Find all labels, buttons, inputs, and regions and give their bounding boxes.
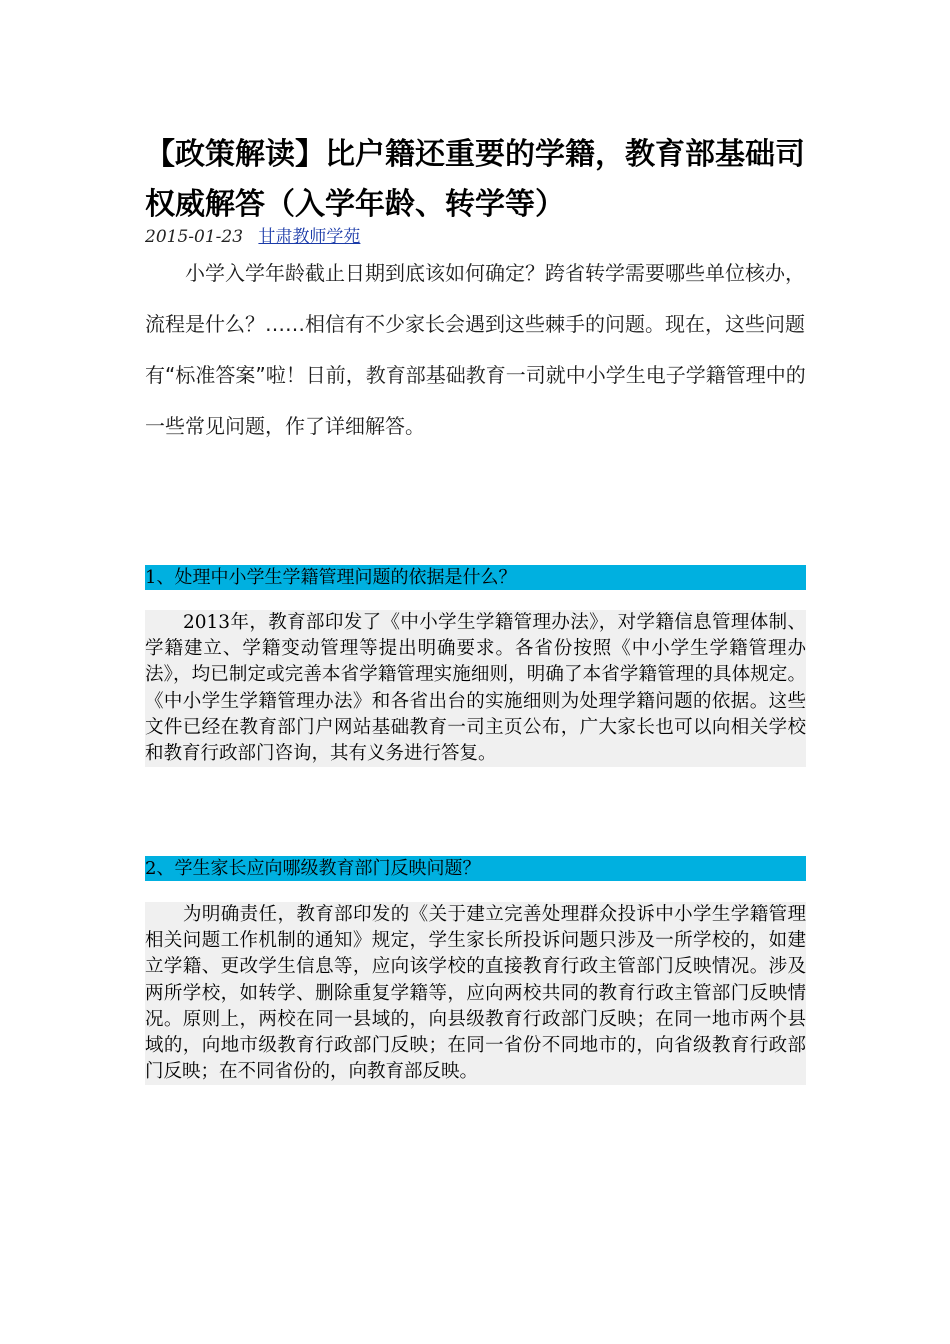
section-1-body: 2013年，教育部印发了《中小学生学籍管理办法》，对学籍信息管理体制、学籍建立、学籍变动管理等提出明确要求。各省份按照《中小学生学籍管理办法》，均已制定或完善本省学籍管理实施细则，明确了本省学籍管理的具体规定。《中小学生学籍管理办法》和各省出台的实施细则为处理学籍问题的依据。这些文件已经在教育部门户网站基础教育一司主页公布，广大家长也可以向相关学校和教育行政部门咨询，其有义务进行答复。 bbox=[145, 610, 806, 767]
section-2-body: 为明确责任，教育部印发的《关于建立完善处理群众投诉中小学生学籍管理相关问题工作机制的通知》规定，学生家长所投诉问题只涉及一所学校的，如建立学籍、更改学生信息等，应向该学校的直接教育行政主管部门反映情况。涉及两所学校，如转学、删除重复学籍等，应向两校共同的教育行政主管部门反映情况。原则上，两校在同一县域的，向县级教育行政部门反映；在同一地市两个县域的，向地市级教育行政部门反映；在同一省份不同地市的，向省级教育行政部门反映；在不同省份的，向教育部反映。 bbox=[145, 902, 806, 1085]
source-link[interactable]: 甘肃教师学苑 bbox=[258, 227, 361, 247]
section-1-heading: 1、处理中小学生学籍管理问题的依据是什么？ bbox=[145, 565, 806, 590]
article-meta bbox=[145, 226, 360, 248]
article-title: 【政策解读】比户籍还重要的学籍，教育部基础司权威解答（入学年龄、转学等） bbox=[145, 137, 805, 222]
intro-paragraph: 小学入学年龄截止日期到底该如何确定？跨省转学需要哪些单位核办，流程是什么？……相信有不少家长会遇到这些棘手的问题。现在，这些问题有“标准答案”啦！日前，教育部基础教育一司就中小学生电子学籍管理中的一些常见问题，作了详细解答。 bbox=[145, 261, 806, 438]
section-2-heading: 2、学生家长应向哪级教育部门反映问题？ bbox=[145, 856, 806, 881]
publish-date: 2015-01-23 bbox=[145, 227, 244, 247]
